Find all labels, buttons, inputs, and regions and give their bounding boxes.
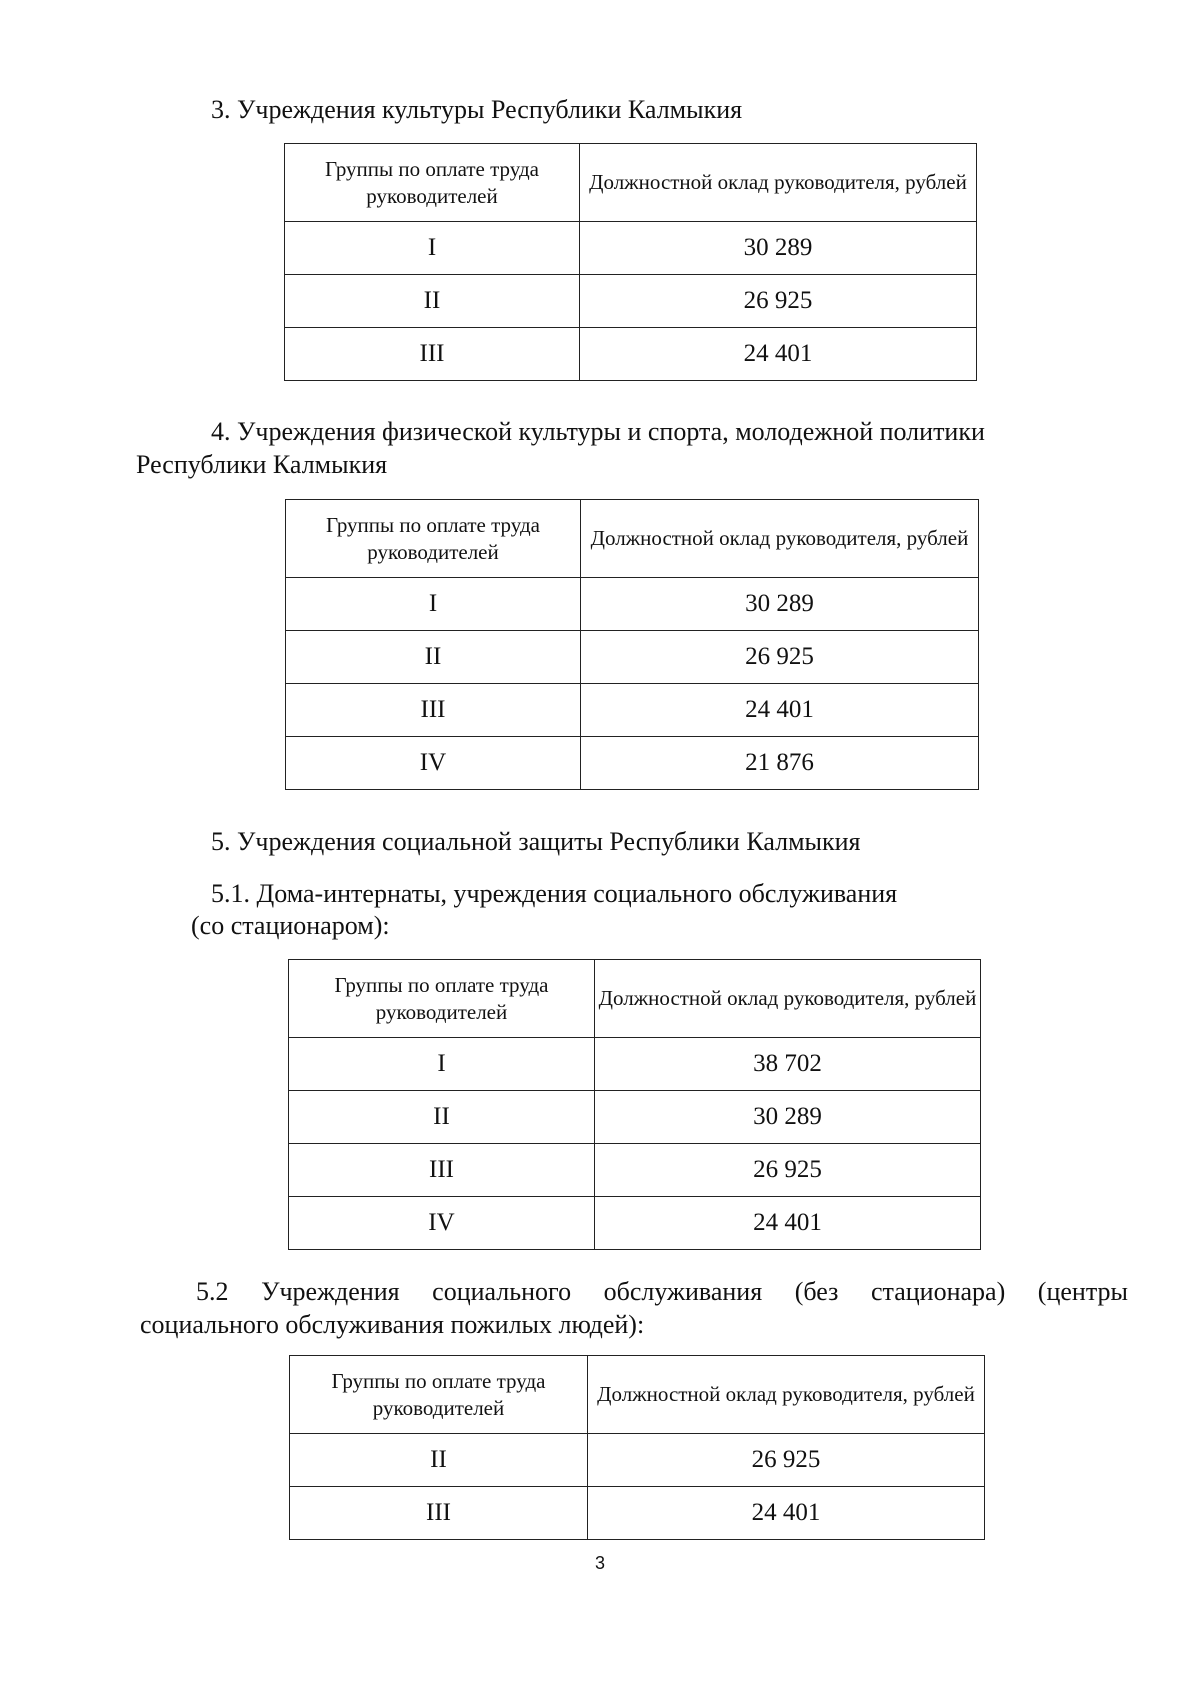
table-row [285, 328, 977, 381]
group-cell: I [286, 578, 581, 631]
title-word: социального [432, 1277, 572, 1306]
salary-cell: 26 925 [580, 275, 977, 328]
salary-cell: 26 925 [588, 1434, 985, 1487]
salary-cell: 26 925 [595, 1144, 981, 1197]
group-cell: III [285, 328, 580, 381]
title-word: обслуживания [603, 1277, 763, 1306]
column-header-salary: Должностной оклад руководителя, рублей [581, 500, 979, 578]
column-header-group: Группы по оплате труда руководителей [286, 500, 581, 578]
group-cell: II [289, 1091, 595, 1144]
table-row [290, 1434, 985, 1487]
group-cell: IV [289, 1197, 595, 1250]
column-header-salary: Должностной оклад руководителя, рублей [588, 1356, 985, 1434]
group-cell: II [286, 631, 581, 684]
section-5-1-title-line-1: 5.1. Дома-интернаты, учреждения социального обслуживания [211, 879, 898, 908]
table-row [285, 222, 977, 275]
group-cell: I [289, 1038, 595, 1091]
salary-cell: 24 401 [581, 684, 979, 737]
salary-cell: 38 702 [595, 1038, 981, 1091]
table-row [286, 578, 979, 631]
section-5-1-title-line-2: (со стационаром): [191, 911, 390, 940]
section-3-table [284, 143, 977, 381]
table-row [289, 1038, 981, 1091]
group-cell: III [289, 1144, 595, 1197]
column-header-group: Группы по оплате труда руководителей [289, 960, 595, 1038]
section-5-2-title-line-1 [196, 1276, 1128, 1308]
table-row [285, 275, 977, 328]
salary-cell: 30 289 [581, 578, 979, 631]
salary-cell: 30 289 [595, 1091, 981, 1144]
salary-cell: 24 401 [580, 328, 977, 381]
column-header-salary: Должностной оклад руководителя, рублей [580, 144, 977, 222]
group-cell: I [285, 222, 580, 275]
column-header-group: Группы по оплате труда руководителей [290, 1356, 588, 1434]
table-row [286, 631, 979, 684]
title-word: Учреждения [261, 1277, 400, 1306]
title-word: (центры [1037, 1277, 1128, 1306]
group-cell: II [285, 275, 580, 328]
column-header-group: Группы по оплате труда руководителей [285, 144, 580, 222]
table-row [289, 1144, 981, 1197]
section-5-2-table [289, 1355, 985, 1540]
group-cell: III [286, 684, 581, 737]
table-header-row [285, 144, 977, 222]
page-number: 3 [594, 1553, 605, 1573]
group-cell: II [290, 1434, 588, 1487]
section-4-title-line-1: 4. Учреждения физической культуры и спорта, молодежной политики [211, 417, 985, 446]
salary-cell: 26 925 [581, 631, 979, 684]
column-header-salary: Должностной оклад руководителя, рублей [595, 960, 981, 1038]
table-header-row [286, 500, 979, 578]
table-header-row [289, 960, 981, 1038]
group-cell: III [290, 1487, 588, 1540]
salary-cell: 30 289 [580, 222, 977, 275]
table-row [286, 684, 979, 737]
section-3-title: 3. Учреждения культуры Республики Калмыкия [211, 95, 743, 124]
section-4-title-line-2: Республики Калмыкия [136, 450, 388, 479]
section-5-2-title-line-2: социального обслуживания пожилых людей): [140, 1310, 645, 1339]
table-header-row [290, 1356, 985, 1434]
section-5-1-table [288, 959, 981, 1250]
salary-cell: 21 876 [581, 737, 979, 790]
title-word: 5.2 [196, 1277, 229, 1306]
table-row [289, 1091, 981, 1144]
title-word: стационара) [870, 1277, 1006, 1306]
group-cell: IV [286, 737, 581, 790]
section-5-title: 5. Учреждения социальной защиты Республики Калмыкия [211, 827, 861, 856]
title-word: (без [794, 1277, 839, 1306]
table-row [286, 737, 979, 790]
table-row [290, 1487, 985, 1540]
salary-cell: 24 401 [595, 1197, 981, 1250]
table-row [289, 1197, 981, 1250]
salary-cell: 24 401 [588, 1487, 985, 1540]
section-4-table [285, 499, 979, 790]
